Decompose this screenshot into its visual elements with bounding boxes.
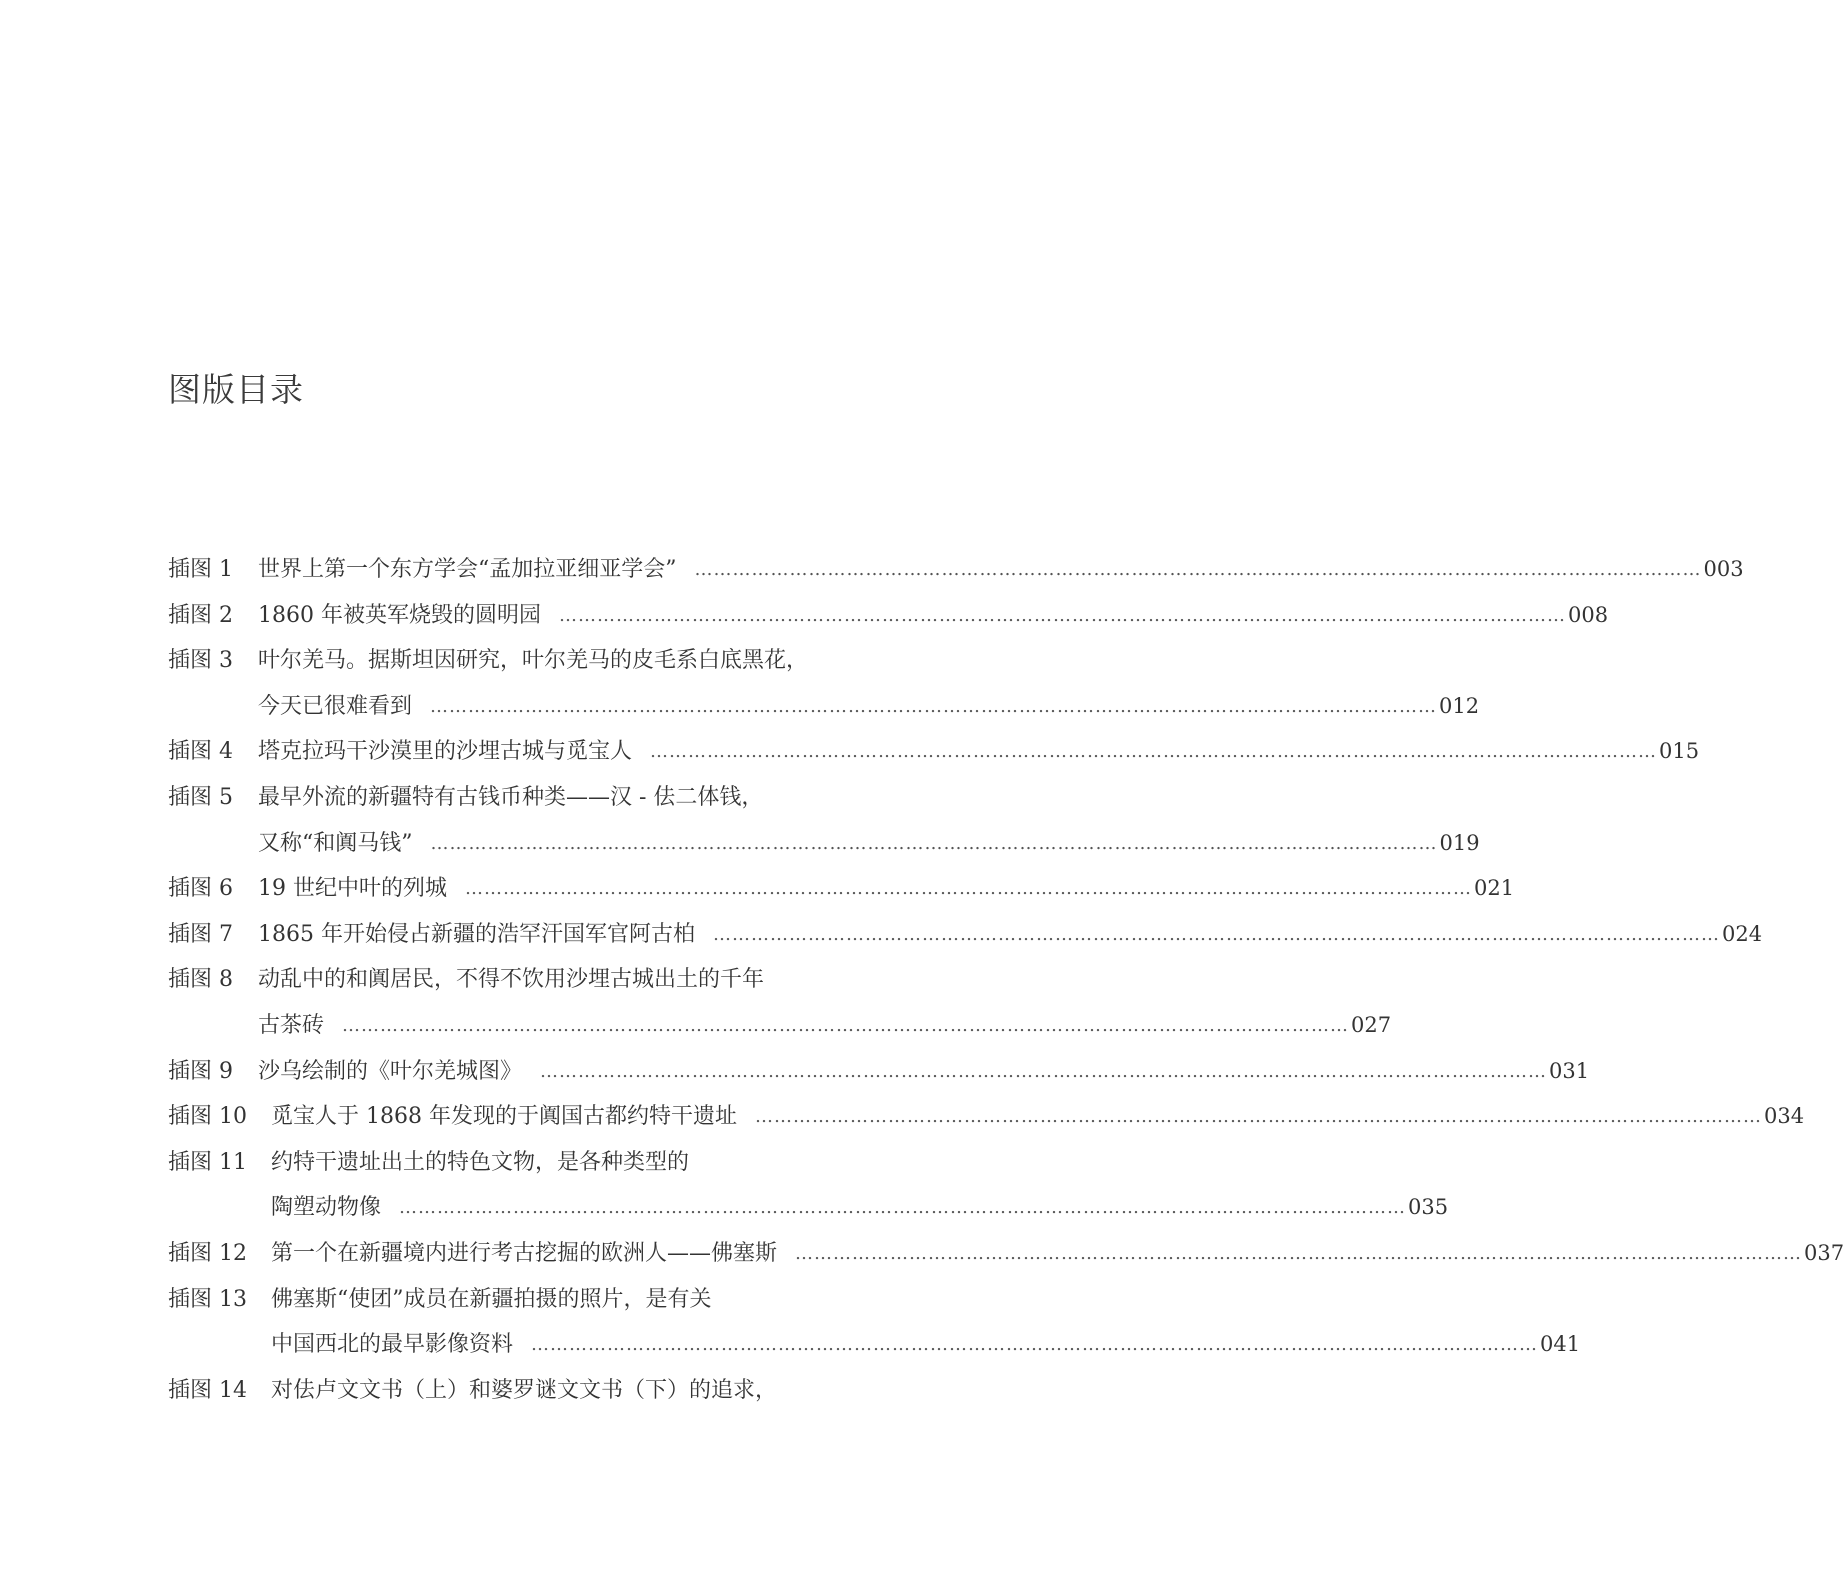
- dot-leader: [399, 1185, 1406, 1231]
- toc-entry-line: [168, 1049, 1590, 1095]
- dot-leader: [755, 1094, 1762, 1140]
- figure-label: 插图 6: [168, 876, 233, 902]
- toc-entry-line: [168, 866, 1515, 912]
- dot-leader: [342, 1003, 1349, 1049]
- page-number: 003: [1703, 557, 1744, 581]
- figure-caption: 对佉卢文文书（上）和婆罗谜文文书（下）的追求，: [271, 1377, 778, 1403]
- page-number: 027: [1351, 1012, 1392, 1037]
- figure-caption: 动乱中的和阗居民，不得不饮用沙埋古城出土的千年: [258, 967, 765, 993]
- toc-entry-line: [168, 593, 1609, 639]
- figure-label: 插图 5: [168, 784, 233, 810]
- figure-caption: 叶尔羌马。据斯坦因研究，叶尔羌马的皮毛系白底黑花，: [258, 648, 809, 674]
- page-number: 019: [1439, 830, 1480, 855]
- page-number: 031: [1549, 1058, 1590, 1083]
- page-number: 037: [1804, 1240, 1844, 1265]
- toc-entry-line: [168, 547, 1744, 593]
- toc-entry-line: [168, 638, 908, 684]
- toc-entry-line: [168, 775, 908, 821]
- figure-caption: 塔克拉玛干沙漠里的沙埋古城与觅宝人: [258, 739, 633, 765]
- toc-entry-line: [168, 1231, 1844, 1277]
- toc-entry-line: [168, 821, 1480, 867]
- figure-caption: 1865 年开始侵占新疆的浩罕汗国军官阿古柏: [258, 921, 695, 947]
- dot-leader: [695, 547, 1702, 593]
- figure-label: 插图 3: [168, 648, 233, 674]
- page-number: 024: [1721, 921, 1763, 946]
- figure-caption: 约特干遗址出土的特色文物，是各种类型的: [271, 1149, 690, 1175]
- figure-label: 插图 9: [168, 1058, 233, 1084]
- figure-caption: 觅宝人于 1868 年发现的于阗国古都约特干遗址: [271, 1104, 737, 1130]
- page-number: 012: [1439, 693, 1480, 718]
- figure-caption: 19 世纪中叶的列城: [258, 876, 447, 902]
- dot-leader: [713, 912, 1720, 958]
- toc-entry-line: [168, 1368, 908, 1414]
- page-number: 008: [1567, 602, 1609, 627]
- toc-entry-line: [168, 1094, 1805, 1140]
- figure-caption: 世界上第一个东方学会“孟加拉亚细亚学会”: [258, 557, 677, 582]
- dot-leader: [650, 729, 1657, 775]
- dot-leader: [431, 821, 1438, 867]
- figure-caption: 最早外流的新疆特有古钱币种类——汉 - 佉二体钱，: [258, 784, 764, 810]
- figure-caption: 佛塞斯“使团”成员在新疆拍摄的照片，是有关: [271, 1286, 712, 1312]
- toc-entry-line: [168, 684, 1480, 730]
- figure-label: 插图 11: [168, 1149, 247, 1175]
- figure-caption: 第一个在新疆境内进行考古挖掘的欧洲人——佛塞斯: [271, 1240, 778, 1266]
- page-title: 图版目录: [168, 370, 304, 409]
- figure-caption: 陶塑动物像: [271, 1195, 382, 1221]
- figure-label: 插图 4: [168, 739, 233, 765]
- dot-leader: [430, 684, 1437, 730]
- figure-label: 插图 1: [168, 557, 233, 582]
- figure-caption: 中国西北的最早影像资料: [271, 1332, 514, 1358]
- figure-label: 插图 14: [168, 1377, 247, 1403]
- toc-entry-line: [168, 1185, 1449, 1231]
- page-number: 015: [1659, 739, 1700, 764]
- page-number: 021: [1474, 876, 1515, 901]
- figure-label: 插图 2: [168, 602, 233, 628]
- page-number: 035: [1408, 1195, 1449, 1220]
- figure-caption: 1860 年被英军烧毁的圆明园: [258, 602, 541, 628]
- figure-label: 插图 7: [168, 921, 233, 947]
- figure-label: 插图 12: [168, 1240, 247, 1266]
- figure-caption: 今天已很难看到: [258, 693, 413, 719]
- dot-leader: [540, 1049, 1547, 1095]
- figure-caption: 古茶砖: [258, 1012, 325, 1038]
- figure-caption: 沙乌绘制的《叶尔羌城图》: [258, 1058, 523, 1084]
- figure-label: 插图 13: [168, 1286, 247, 1312]
- toc-entry-line: [168, 1322, 1581, 1368]
- toc-entry-line: [168, 729, 1700, 775]
- figure-label: 插图 10: [168, 1104, 247, 1130]
- page-number: 041: [1540, 1332, 1581, 1357]
- page-number: 034: [1763, 1104, 1805, 1129]
- figure-label: 插图 8: [168, 967, 233, 993]
- figure-list: [168, 547, 1844, 1413]
- dot-leader: [559, 593, 1566, 639]
- toc-entry-line: [168, 1003, 1392, 1049]
- dot-leader: [465, 866, 1472, 912]
- toc-entry-line: [168, 1140, 908, 1186]
- toc-entry-line: [168, 912, 1763, 958]
- dot-leader: [795, 1231, 1802, 1277]
- figure-caption: 又称“和阗马钱”: [258, 830, 413, 856]
- toc-entry-line: [168, 1277, 908, 1323]
- toc-entry-line: [168, 957, 908, 1003]
- dot-leader: [531, 1322, 1538, 1368]
